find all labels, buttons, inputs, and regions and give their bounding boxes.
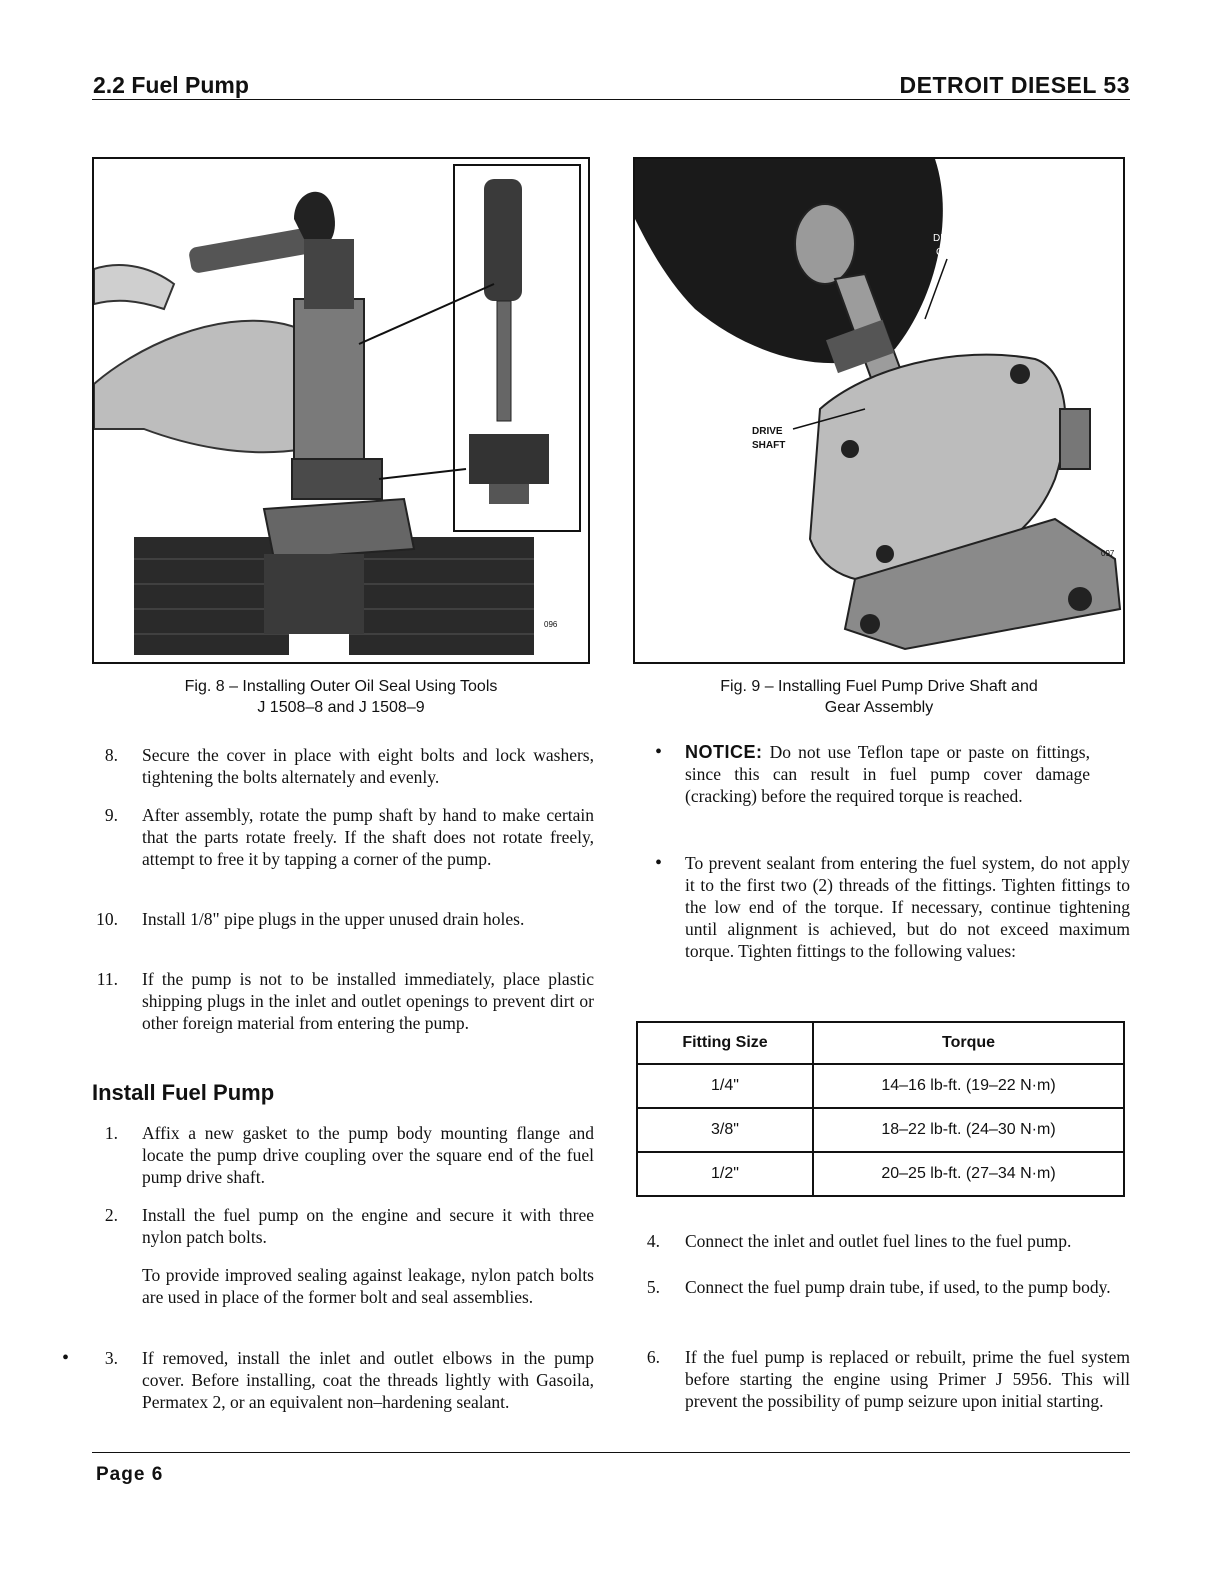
- step-number: 9.: [104, 805, 118, 825]
- step-text: Install the fuel pump on the engine and secure it with three nylon patch bolts.: [142, 1205, 594, 1247]
- sealant-instructions: To prevent sealant from entering the fuel system, do not apply it to the first two (2) threads of the fittings. Tighten fittings to the low end of the torque. If necessary, continue tightening until alignment is achieved, but do not exceed maximum torque. Tighten fittings to the following values:: [685, 853, 1130, 961]
- drive-gear-label-2: GEAR: [936, 247, 965, 258]
- page-number: Page 6: [96, 1464, 164, 1485]
- torque-cell: 20–25 lb-ft. (27–34 N·m): [813, 1152, 1124, 1196]
- step-text: If the pump is not to be installed immediately, place plastic shipping plugs in the inlet and outlet openings to prevent dirt or other foreign material from entering the pump.: [142, 969, 594, 1033]
- step-text: Affix a new gasket to the pump body mounting flange and locate the pump drive coupling over the square end of the fuel pump drive shaft.: [142, 1123, 594, 1187]
- step-text: Install 1/8" pipe plugs in the upper unused drain holes.: [142, 909, 525, 929]
- table-row: [637, 1108, 1124, 1152]
- install-fuel-pump-heading: Install Fuel Pump: [92, 1080, 275, 1105]
- step-text: Connect the inlet and outlet fuel lines to the fuel pump.: [685, 1231, 1072, 1251]
- step-number: 4.: [646, 1231, 660, 1251]
- drive-shaft-label-2: SHAFT: [752, 440, 786, 451]
- figure-9-caption: [633, 676, 1125, 718]
- step-text: After assembly, rotate the pump shaft by hand to make certain that the parts rotate freely. If the shaft does not rotate freely, attempt to free it by tapping a corner of the pump.: [142, 805, 594, 869]
- section-title: 2.2 Fuel Pump: [93, 72, 249, 98]
- step-number: 8.: [104, 745, 118, 765]
- table-header-row: [637, 1022, 1124, 1064]
- fitting-size-cell: 1/4": [637, 1064, 813, 1108]
- notice-text: Do not use Teflon tape or paste on fittings, since this can result in fuel pump cover damage (cracking) before the required torque is reached.: [685, 742, 1090, 806]
- step-number: 6.: [646, 1347, 660, 1367]
- column-header-fitting-size: Fitting Size: [637, 1022, 813, 1064]
- figure-8-code: 096: [544, 620, 558, 629]
- step-number: 2.: [104, 1205, 118, 1225]
- step-text: If the fuel pump is replaced or rebuilt, prime the fuel system before starting the engine using Primer J 5956. This will prevent the possibility of pump seizure upon initial starting.: [685, 1347, 1130, 1411]
- step-note: To provide improved sealing against leakage, nylon patch bolts are used in place of the former bolt and seal assemblies.: [142, 1265, 594, 1307]
- fitting-size-cell: 1/2": [637, 1152, 813, 1196]
- column-header-torque: Torque: [813, 1022, 1124, 1064]
- header-rule: [92, 99, 1130, 100]
- step-number: 3.: [104, 1348, 118, 1368]
- footer-rule: [92, 1452, 1130, 1453]
- manual-title: DETROIT DIESEL 53: [899, 72, 1130, 98]
- step-text: Secure the cover in place with eight bolts and lock washers, tightening the bolts alternately and evenly.: [142, 745, 594, 787]
- torque-table: [636, 1021, 1125, 1197]
- fitting-size-cell: 3/8": [637, 1108, 813, 1152]
- figure-8-caption: [92, 676, 590, 718]
- revision-bullet: •: [62, 1347, 70, 1369]
- torque-cell: 18–22 lb-ft. (24–30 N·m): [813, 1108, 1124, 1152]
- drive-shaft-label-1: DRIVE: [752, 426, 783, 437]
- figure-9-code: 097: [1101, 549, 1115, 558]
- torque-cell: 14–16 lb-ft. (19–22 N·m): [813, 1064, 1124, 1108]
- step-text: Connect the fuel pump drain tube, if used, to the pump body.: [685, 1277, 1111, 1297]
- drive-gear-label-1: DRIVE: [933, 233, 964, 244]
- table-row: [637, 1064, 1124, 1108]
- figure-8-photo: [92, 157, 590, 664]
- table-row: [637, 1152, 1124, 1196]
- figure-9-caption-line2: Gear Assembly: [824, 699, 934, 716]
- notice-label: NOTICE:: [685, 742, 763, 762]
- notice-block: [685, 741, 1090, 807]
- figure-9-caption-line1: Fig. 9 – Installing Fuel Pump Drive Shaft and: [720, 678, 1038, 695]
- figure-8-caption-line1: Fig. 8 – Installing Outer Oil Seal Using Tools: [184, 678, 498, 695]
- figure-9-photo: [633, 157, 1125, 664]
- step-number: 1.: [104, 1123, 118, 1143]
- figure-8-caption-line2: J 1508–8 and J 1508–9: [257, 699, 425, 716]
- sealant-bullet: •: [655, 852, 663, 874]
- step-number: 10.: [96, 909, 118, 929]
- step-text: If removed, install the inlet and outlet elbows in the pump cover. Before installing, coat the threads lightly with Gasoila, Permatex 2, or an equivalent non–hardening sealant.: [142, 1348, 594, 1412]
- step-number: 5.: [646, 1277, 660, 1297]
- notice-bullet: •: [655, 741, 663, 763]
- step-number: 11.: [96, 969, 118, 989]
